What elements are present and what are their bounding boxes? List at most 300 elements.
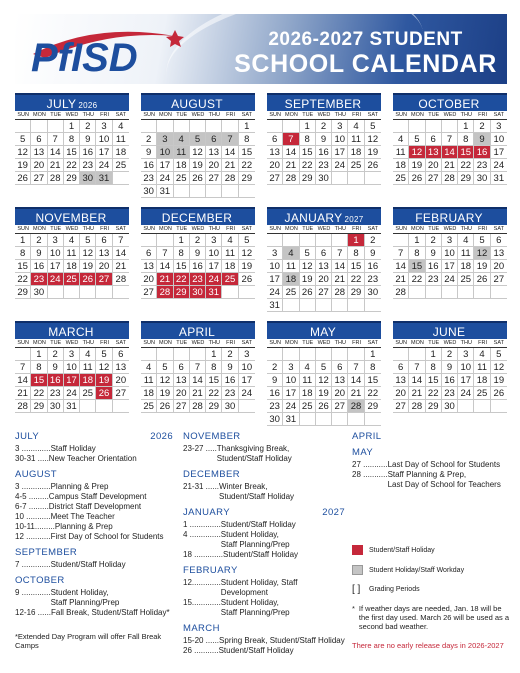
empty-cell (283, 120, 299, 133)
day-cell: 28 (15, 400, 31, 413)
day-cell: 17 (239, 374, 255, 387)
empty-cell (348, 413, 364, 426)
section-title: DECEMBER (183, 469, 241, 480)
event-row (15, 532, 173, 542)
day-cell: 20 (316, 273, 332, 286)
day-cell: 13 (491, 247, 507, 260)
day-cell: 15 (15, 260, 31, 273)
empty-cell (206, 120, 222, 133)
weekday-label: MON (285, 112, 298, 118)
weekday-label: THU (82, 112, 94, 118)
day-cell: 20 (96, 260, 112, 273)
day-cell: 11 (80, 361, 96, 374)
empty-cell (48, 286, 64, 299)
event-date: 26 ........... (183, 646, 219, 655)
day-cell: 27 (174, 400, 190, 413)
weekday-label: WED (65, 226, 79, 232)
event-text-line: Planning & Prep (50, 482, 109, 491)
weekday-label: WED (443, 340, 457, 346)
section-heading (183, 508, 345, 518)
day-grid (267, 348, 381, 426)
day-cell: 11 (174, 146, 190, 159)
day-cell: 8 (174, 247, 190, 260)
empty-cell (141, 234, 157, 247)
day-cell: 10 (491, 133, 507, 146)
weekday-label: TUE (50, 226, 62, 232)
day-cell: 29 (239, 172, 255, 185)
event-text-line: Fall Break, Student/Staff Holiday* (51, 608, 170, 617)
weekday-label: SAT (367, 340, 378, 346)
empty-cell (222, 286, 238, 299)
day-cell: 10 (442, 247, 458, 260)
empty-cell (48, 120, 64, 133)
empty-cell (190, 185, 206, 198)
empty-cell (393, 234, 409, 247)
day-cell: 23 (316, 159, 332, 172)
event-row (15, 560, 173, 570)
event-text-line: Student/Staff Holiday (50, 560, 126, 569)
day-cell: 20 (141, 273, 157, 286)
event-text-line: Student/Staff Holiday (220, 520, 296, 529)
event-text-line: District Staff Development (48, 502, 142, 511)
event-date: 1 .............. (183, 520, 221, 529)
day-cell: 5 (96, 348, 112, 361)
day-cell: 19 (15, 159, 31, 172)
weekday-label: MON (285, 340, 298, 346)
day-cell: 28 (48, 172, 64, 185)
empty-cell (491, 400, 507, 413)
day-cell: 10 (96, 133, 112, 146)
day-cell: 17 (157, 159, 173, 172)
day-cell: 27 (316, 286, 332, 299)
day-cell: 23 (190, 273, 206, 286)
day-cell: 7 (348, 361, 364, 374)
day-cell: 16 (474, 146, 490, 159)
day-cell: 25 (141, 400, 157, 413)
day-cell: 6 (491, 234, 507, 247)
weekday-label: TUE (302, 226, 314, 232)
day-cell: 4 (222, 234, 238, 247)
day-cell: 29 (458, 172, 474, 185)
day-cell: 19 (96, 374, 112, 387)
empty-cell (316, 299, 332, 312)
empty-cell (316, 348, 332, 361)
day-cell: 13 (141, 260, 157, 273)
day-cell: 6 (316, 247, 332, 260)
day-cell: 28 (409, 400, 425, 413)
day-cell: 7 (190, 361, 206, 374)
empty-cell (300, 299, 316, 312)
empty-cell (15, 348, 31, 361)
day-cell: 15 (458, 146, 474, 159)
empty-cell (80, 400, 96, 413)
weekday-row (15, 111, 129, 120)
day-cell: 1 (206, 348, 222, 361)
weekday-label: SAT (493, 340, 504, 346)
day-cell: 10 (64, 361, 80, 374)
legend (352, 545, 512, 650)
event-text-line: Student/Staff Holiday (219, 492, 295, 501)
event-text (51, 482, 109, 492)
empty-cell (409, 286, 425, 299)
day-cell: 13 (393, 374, 409, 387)
day-cell: 15 (206, 374, 222, 387)
month-year: 2026 (78, 101, 98, 110)
weekday-label: MON (33, 112, 46, 118)
day-cell: 26 (239, 273, 255, 286)
event-text (223, 550, 298, 560)
day-cell: 17 (283, 387, 299, 400)
event-text-line: Staff Planning/Prep (220, 608, 290, 617)
event-text-line: Student/Staff Holiday (223, 550, 299, 559)
day-cell: 18 (174, 159, 190, 172)
day-cell: 9 (474, 133, 490, 146)
day-cell: 26 (316, 400, 332, 413)
day-cell: 31 (267, 299, 283, 312)
month-name: JANUARY (284, 211, 343, 225)
day-cell: 30 (365, 286, 381, 299)
weekday-label: SAT (367, 226, 378, 232)
day-cell: 22 (458, 159, 474, 172)
weekday-row (393, 111, 507, 120)
event-text (51, 512, 115, 522)
empty-cell (458, 400, 474, 413)
empty-cell (332, 234, 348, 247)
events-column-2 (183, 432, 345, 656)
event-text-line: Last Day of School for Teachers (387, 480, 501, 489)
weekday-label: MON (33, 226, 46, 232)
day-cell: 1 (64, 120, 80, 133)
event-text (219, 482, 294, 502)
section-title: APRIL (352, 431, 382, 442)
day-cell: 13 (332, 374, 348, 387)
event-text (221, 598, 290, 618)
weekday-label: SAT (241, 226, 252, 232)
day-cell: 4 (80, 348, 96, 361)
day-cell: 7 (113, 234, 129, 247)
day-cell: 21 (48, 159, 64, 172)
weekday-label: MON (159, 340, 172, 346)
empty-cell (31, 120, 47, 133)
event-row (15, 454, 173, 464)
weekday-label: SUN (269, 340, 281, 346)
month-july (15, 93, 129, 185)
empty-cell (267, 120, 283, 133)
empty-cell (458, 286, 474, 299)
day-cell: 5 (365, 120, 381, 133)
section-heading (15, 470, 173, 480)
month-header (141, 321, 255, 339)
empty-cell (316, 234, 332, 247)
day-grid (267, 120, 381, 185)
event-date: 18 ............. (183, 550, 224, 559)
weekday-label: WED (443, 112, 457, 118)
day-cell: 1 (348, 234, 364, 247)
day-cell: 24 (283, 400, 299, 413)
day-cell: 7 (332, 247, 348, 260)
day-cell: 20 (491, 260, 507, 273)
day-cell: 22 (64, 159, 80, 172)
month-name: JULY (46, 97, 77, 111)
day-cell: 30 (316, 172, 332, 185)
day-cell: 15 (31, 374, 47, 387)
event-row (183, 598, 345, 618)
day-cell: 27 (332, 400, 348, 413)
day-cell: 5 (157, 361, 173, 374)
day-cell: 26 (80, 273, 96, 286)
section-heading (352, 448, 512, 458)
day-cell: 31 (157, 185, 173, 198)
weekday-label: FRI (100, 340, 109, 346)
day-cell: 4 (174, 133, 190, 146)
weekday-label: SAT (493, 226, 504, 232)
day-cell: 15 (426, 374, 442, 387)
day-cell: 29 (206, 400, 222, 413)
day-cell: 16 (365, 260, 381, 273)
empty-cell (348, 348, 364, 361)
event-text (219, 646, 294, 656)
weekday-label: FRI (478, 226, 487, 232)
day-cell: 28 (222, 172, 238, 185)
day-cell: 5 (316, 361, 332, 374)
day-cell: 7 (409, 361, 425, 374)
empty-cell (222, 120, 238, 133)
day-cell: 25 (393, 172, 409, 185)
day-cell: 9 (80, 133, 96, 146)
day-cell: 9 (442, 361, 458, 374)
day-cell: 24 (442, 273, 458, 286)
day-cell: 22 (31, 387, 47, 400)
event-date: 15-20 ...... (183, 636, 220, 645)
day-cell: 15 (409, 260, 425, 273)
day-cell: 19 (316, 387, 332, 400)
day-cell: 15 (64, 146, 80, 159)
month-november (15, 207, 129, 299)
day-cell: 18 (348, 146, 364, 159)
weekday-row (141, 339, 255, 348)
day-cell: 13 (174, 374, 190, 387)
empty-cell (141, 348, 157, 361)
empty-cell (267, 348, 283, 361)
event-text-line: Winter Break, (219, 482, 268, 491)
day-cell: 18 (283, 273, 299, 286)
day-cell: 15 (239, 146, 255, 159)
day-cell: 24 (96, 159, 112, 172)
section-heading (183, 624, 345, 634)
day-cell: 5 (409, 133, 425, 146)
weekday-label: WED (317, 340, 331, 346)
weekday-label: SUN (143, 112, 155, 118)
day-cell: 30 (222, 400, 238, 413)
day-cell: 10 (283, 374, 299, 387)
event-text-line: Student/Staff Holiday (216, 454, 292, 463)
empty-cell (426, 286, 442, 299)
empty-cell (283, 348, 299, 361)
day-cell: 11 (141, 374, 157, 387)
day-cell: 22 (300, 159, 316, 172)
day-cell: 3 (239, 348, 255, 361)
empty-cell (113, 286, 129, 299)
section-title: MAY (352, 447, 374, 458)
weekday-label: WED (191, 112, 205, 118)
day-cell: 29 (31, 400, 47, 413)
empty-cell (239, 400, 255, 413)
day-cell: 18 (64, 260, 80, 273)
day-cell: 3 (283, 361, 299, 374)
day-cell: 10 (458, 361, 474, 374)
weekday-label: SAT (115, 340, 126, 346)
day-grid (141, 348, 255, 413)
event-text (51, 444, 96, 454)
section-heading (15, 548, 173, 558)
day-grid (15, 234, 129, 299)
day-cell: 23 (222, 387, 238, 400)
workday-swatch (352, 565, 363, 575)
section-heading (183, 566, 345, 576)
weekday-label: SUN (17, 340, 29, 346)
day-cell: 1 (426, 348, 442, 361)
day-cell: 22 (348, 273, 364, 286)
day-cell: 16 (141, 159, 157, 172)
empty-cell (96, 286, 112, 299)
day-cell: 9 (267, 374, 283, 387)
event-text (51, 532, 164, 542)
event-date: 4 .............. (183, 530, 221, 539)
month-april (141, 321, 255, 413)
day-cell: 26 (491, 387, 507, 400)
weekday-row (393, 225, 507, 234)
day-cell: 6 (426, 133, 442, 146)
day-cell: 2 (267, 361, 283, 374)
day-cell: 25 (174, 172, 190, 185)
legend-holiday (352, 545, 512, 555)
day-cell: 24 (332, 159, 348, 172)
day-cell: 14 (332, 260, 348, 273)
events-column-3 (352, 432, 512, 490)
event-text (55, 522, 113, 532)
weekday-label: MON (411, 226, 424, 232)
event-row (15, 502, 173, 512)
day-cell: 21 (190, 387, 206, 400)
day-cell: 29 (64, 172, 80, 185)
header-banner (15, 14, 507, 84)
day-cell: 4 (474, 348, 490, 361)
weekday-label: TUE (176, 226, 188, 232)
day-cell: 19 (409, 159, 425, 172)
no-early-release-note: There are no early release days in 2026-2027 (352, 641, 504, 650)
day-cell: 23 (426, 273, 442, 286)
weekday-label: WED (317, 226, 331, 232)
day-cell: 1 (409, 234, 425, 247)
day-cell: 20 (393, 387, 409, 400)
weekday-label: FRI (352, 340, 361, 346)
day-cell: 3 (64, 348, 80, 361)
month-august (141, 93, 255, 198)
day-cell: 23 (442, 387, 458, 400)
event-text-line: Thanksgiving Break, (216, 444, 290, 453)
day-cell: 22 (409, 273, 425, 286)
event-text (51, 560, 126, 570)
day-cell: 25 (300, 400, 316, 413)
day-cell: 31 (491, 172, 507, 185)
day-grid (141, 234, 255, 299)
day-cell: 24 (267, 286, 283, 299)
weekday-label: THU (460, 340, 472, 346)
day-cell: 18 (222, 260, 238, 273)
empty-cell (222, 185, 238, 198)
day-cell: 12 (15, 146, 31, 159)
day-cell: 3 (206, 234, 222, 247)
day-cell: 2 (80, 120, 96, 133)
day-cell: 29 (348, 286, 364, 299)
weekday-label: THU (208, 112, 220, 118)
day-cell: 4 (64, 234, 80, 247)
section-year: 2027 (322, 507, 345, 518)
day-cell: 4 (300, 361, 316, 374)
section-heading (15, 432, 173, 442)
day-cell: 27 (491, 273, 507, 286)
month-name: JUNE (432, 325, 466, 339)
day-cell: 9 (190, 247, 206, 260)
day-cell: 8 (348, 247, 364, 260)
empty-cell (365, 299, 381, 312)
event-date: 3 ............. (15, 444, 51, 453)
event-row (183, 550, 345, 560)
day-cell: 30 (141, 185, 157, 198)
weekday-label: MON (159, 112, 172, 118)
weekday-label: WED (191, 226, 205, 232)
day-cell: 26 (474, 273, 490, 286)
section-heading (15, 576, 173, 586)
day-cell: 2 (442, 348, 458, 361)
weekday-label: THU (334, 226, 346, 232)
weekday-label: SUN (143, 340, 155, 346)
day-cell: 1 (31, 348, 47, 361)
month-header (393, 93, 507, 111)
month-header (393, 207, 507, 225)
event-text (219, 636, 345, 646)
day-cell: 24 (48, 273, 64, 286)
day-cell: 21 (283, 159, 299, 172)
weekday-label: SUN (143, 226, 155, 232)
empty-cell (332, 348, 348, 361)
day-grid (15, 120, 129, 185)
day-cell: 6 (113, 348, 129, 361)
day-cell: 5 (15, 133, 31, 146)
weekday-label: SUN (17, 112, 29, 118)
legend-workday (352, 565, 512, 575)
event-text-line: Student Holiday, Staff Development (220, 578, 298, 597)
empty-cell (267, 234, 283, 247)
day-cell: 15 (365, 374, 381, 387)
weekday-row (393, 339, 507, 348)
month-february (393, 207, 507, 299)
empty-cell (442, 286, 458, 299)
month-march (15, 321, 129, 413)
day-cell: 10 (332, 133, 348, 146)
day-cell: 26 (190, 172, 206, 185)
event-text-line: Planning & Prep (54, 522, 113, 531)
event-text (49, 502, 141, 512)
day-cell: 7 (283, 133, 299, 146)
day-cell: 23 (365, 273, 381, 286)
section-heading (183, 470, 345, 480)
weekday-label: THU (334, 340, 346, 346)
day-cell: 11 (300, 374, 316, 387)
day-cell: 30 (48, 400, 64, 413)
weekday-label: THU (82, 226, 94, 232)
empty-cell (300, 413, 316, 426)
